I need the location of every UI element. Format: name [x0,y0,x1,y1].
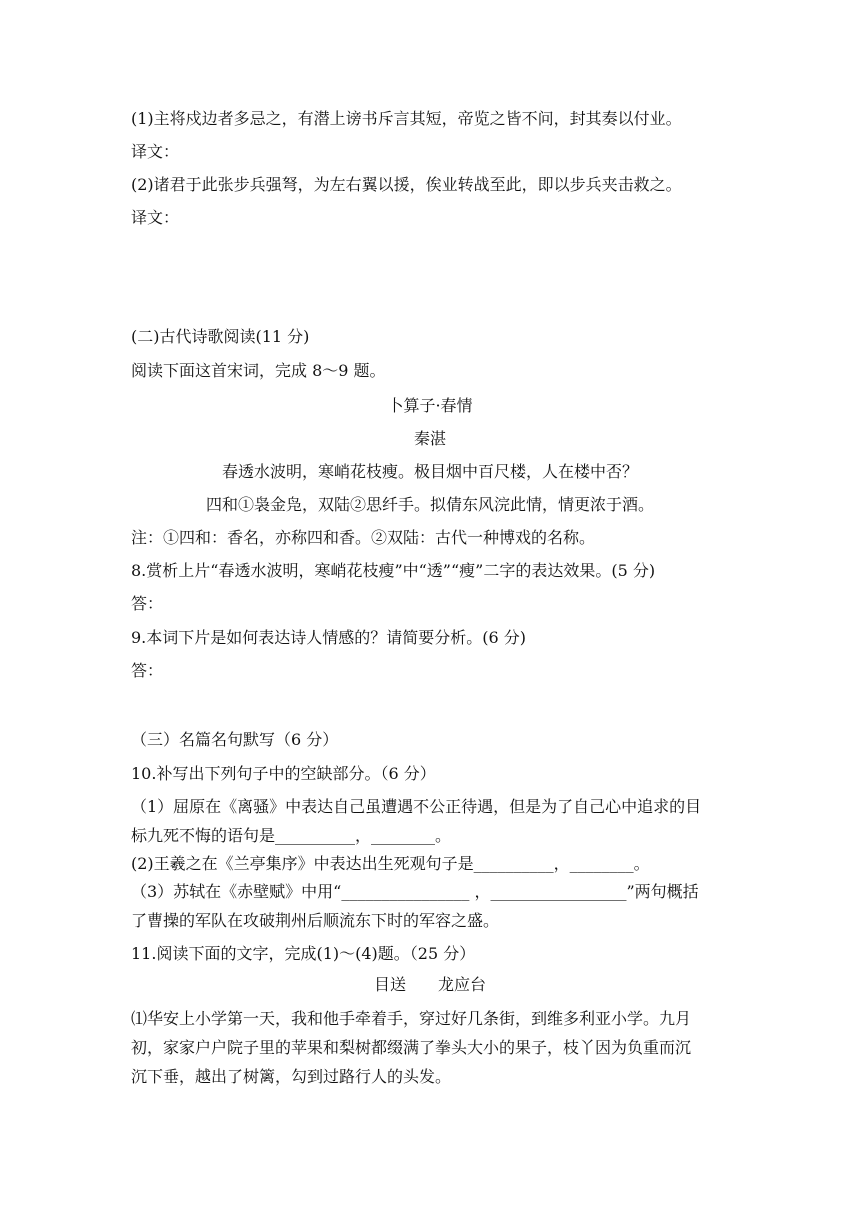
poem-line-2: 四和①袅金凫，双陆②思纤手。拟倩东风浣此情，情更浓于酒。 [205,495,654,514]
question-8-answer-label: 答： [131,594,164,613]
poetry-section-title: (二)古代诗歌阅读(11 分) [131,327,310,346]
poetry-instruction: 阅读下面这首宋词，完成 8～9 题。 [131,361,386,380]
poem-author: 秦湛 [413,429,446,448]
dictation-item-2: (2)王羲之在《兰亭集序》中表达出生死观句子是__________，________。 [131,854,650,873]
dictation-section-title: （三）名篇名句默写（6 分） [131,730,339,749]
dictation-item-1-line-1: （1）屈原在《离骚》中表达自己虽遭遇不公正待遇，但是为了自己心中追求的目 [131,797,702,816]
article-para-1-line-2: 初，家家户户院子里的苹果和梨树都缀满了拳头大小的果子，枝丫因为负重而沉 [131,1038,692,1057]
question-10: 10.补写出下列句子中的空缺部分。（6 分） [131,764,436,783]
q7-item2-translation-label: 译文： [131,208,180,227]
dictation-item-3-line-2: 了曹操的军队在攻破荆州后顺流东下时的军容之盛。 [131,911,500,930]
dictation-item-1-line-2: 标九死不悔的语句是__________，________。 [131,826,452,845]
article-title: 目送 龙应台 [373,975,486,994]
dictation-item-3-line-1: （3）苏轼在《赤壁赋》中用“________________ ，_________________”两句概括 [131,882,699,901]
article-para-1-line-3: 沉下垂，越出了树篱，勾到过路行人的头发。 [131,1067,452,1086]
poem-line-1: 春透水波明，寒峭花枝瘦。极目烟中百尺楼，人在楼中否？ [221,462,638,481]
poem-title: 卜算子·春情 [387,396,473,415]
q7-item1: (1)主将戍边者多忌之，有潜上谤书斥言其短，帝览之皆不问，封其奏以付业。 [131,109,682,128]
article-para-1-line-1: ⑴华安上小学第一天，我和他手牵着手，穿过好几条街，到维多利亚小学。九月 [131,1009,692,1028]
question-11: 11.阅读下面的文字，完成(1)～(4)题。（25 分） [131,944,476,963]
q7-item1-translation-label: 译文： [131,142,180,161]
question-9-answer-label: 答： [131,661,164,680]
q7-item2: (2)诸君于此张步兵强弩，为左右翼以援，俟业转战至此，即以步兵夹击救之。 [131,175,682,194]
poem-note: 注：①四和：香名，亦称四和香。②双陆：古代一种博戏的名称。 [131,528,596,547]
question-8: 8.赏析上片“春透水波明，寒峭花枝瘦”中“透”“瘦”二字的表达效果。(5 分) [131,561,656,580]
question-9: 9.本词下片是如何表达诗人情感的？请简要分析。(6 分) [131,628,527,647]
